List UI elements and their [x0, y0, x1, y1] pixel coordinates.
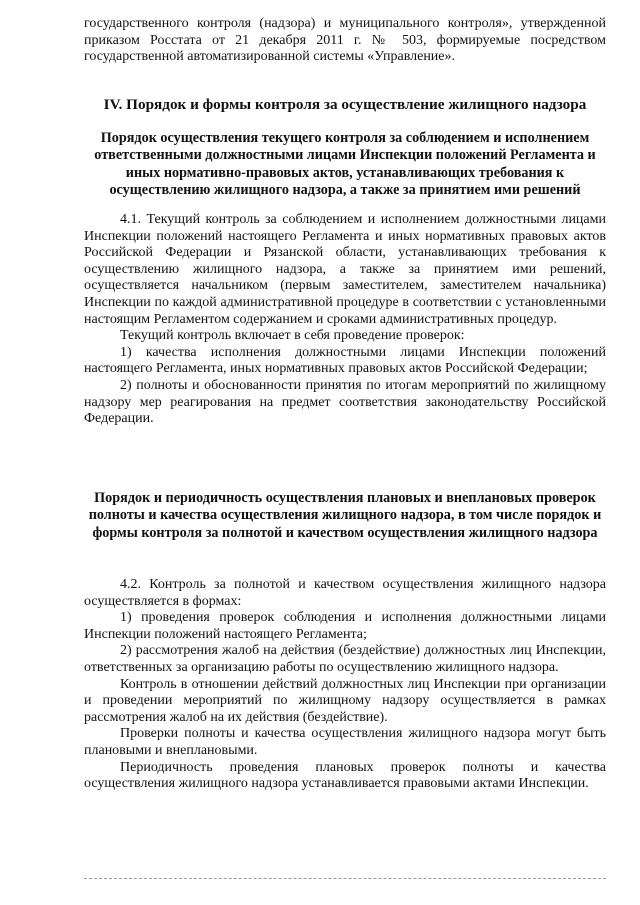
quality-control-block: [84, 577, 606, 793]
paragraph-periodicity: Периодичность проведения плановых проверок полноты и качества осуществления жилищного надзора устанавливается правовыми актами Инспекции.: [84, 759, 606, 792]
current-control-block: [84, 212, 606, 428]
list-item-completeness: 2) полноты и обоснованности принятия по итогам мероприятий по жилищному надзору мер реагирования на предмет соответствия законодательству Российской Федерации.: [84, 377, 606, 427]
paragraph-checks-types: Проверки полноты и качества осуществления жилищного надзора могут быть плановыми и внеплановыми.: [84, 726, 606, 758]
subsection-title-current-control: Порядок осуществления текущего контроля за соблюдением и исполнением ответственными должностными лицами Инспекции положений Регламента и иных нормативно-правовых актов, устанавливающих требования к осуществлению жилищного надзора, а также за принятием ими решений: [94, 130, 596, 199]
intro-text: государственного контроля (надзора) и муниципального контроля», утвержденной приказом Росстата от 21 декабря 2011 г. № 503, формируемые посредством государственной автоматизированной системы «Управление».: [84, 16, 606, 65]
paragraph-control-actions: Контроль в отношении действий должностных лиц Инспекции при организации и проведении мероприятий по жилищному надзору осуществляется в рамках рассмотрения жалоб на их действия (бездействие).: [84, 676, 606, 725]
intro-paragraph: [84, 16, 606, 66]
list-item-quality: 1) качества исполнения должностными лицами Инспекции положений настоящего Регламента, иных нормативных правовых актов Российской Федерации;: [84, 344, 606, 377]
paragraph-4-2: 4.2. Контроль за полнотой и качеством осуществления жилищного надзора осуществляется в формах:: [84, 577, 606, 609]
subsection-title-checks: Порядок и периодичность осуществления плановых и внеплановых проверок полноты и качества осуществления жилищного надзора, в том числе порядок и формы контроля за полнотой и качеством осуществления жилищного надзора: [88, 490, 602, 541]
form-item-complaints: 2) рассмотрения жалоб на действия (бездействие) должностных лиц Инспекции, ответственных за организацию работы по осуществлению жилищного надзора.: [84, 643, 606, 675]
form-item-checks: 1) проведения проверок соблюдения и исполнения должностными лицами Инспекции положений настоящего Регламента;: [84, 610, 606, 642]
section-title: IV. Порядок и формы контроля за осуществление жилищного надзора: [103, 96, 587, 113]
paragraph-current-control: Текущий контроль включает в себя проведение проверок:: [120, 328, 465, 344]
paragraph-4-1: 4.1. Текущий контроль за соблюдением и исполнением должностными лицами Инспекции положений настоящего Регламента и иных нормативных правовых актов Российской Федерации и Рязанской области, устанавливающих требования к осуществлению жилищного надзора, а также за принятием ими решений, осуществляется начальником (первым заместителем, заместителем начальника) Инспекции по каждой административной процедуре в соответствии с установленными настоящим Регламентом содержанием и сроками административных процедур.: [84, 212, 606, 327]
scan-edge-line: [84, 878, 606, 880]
